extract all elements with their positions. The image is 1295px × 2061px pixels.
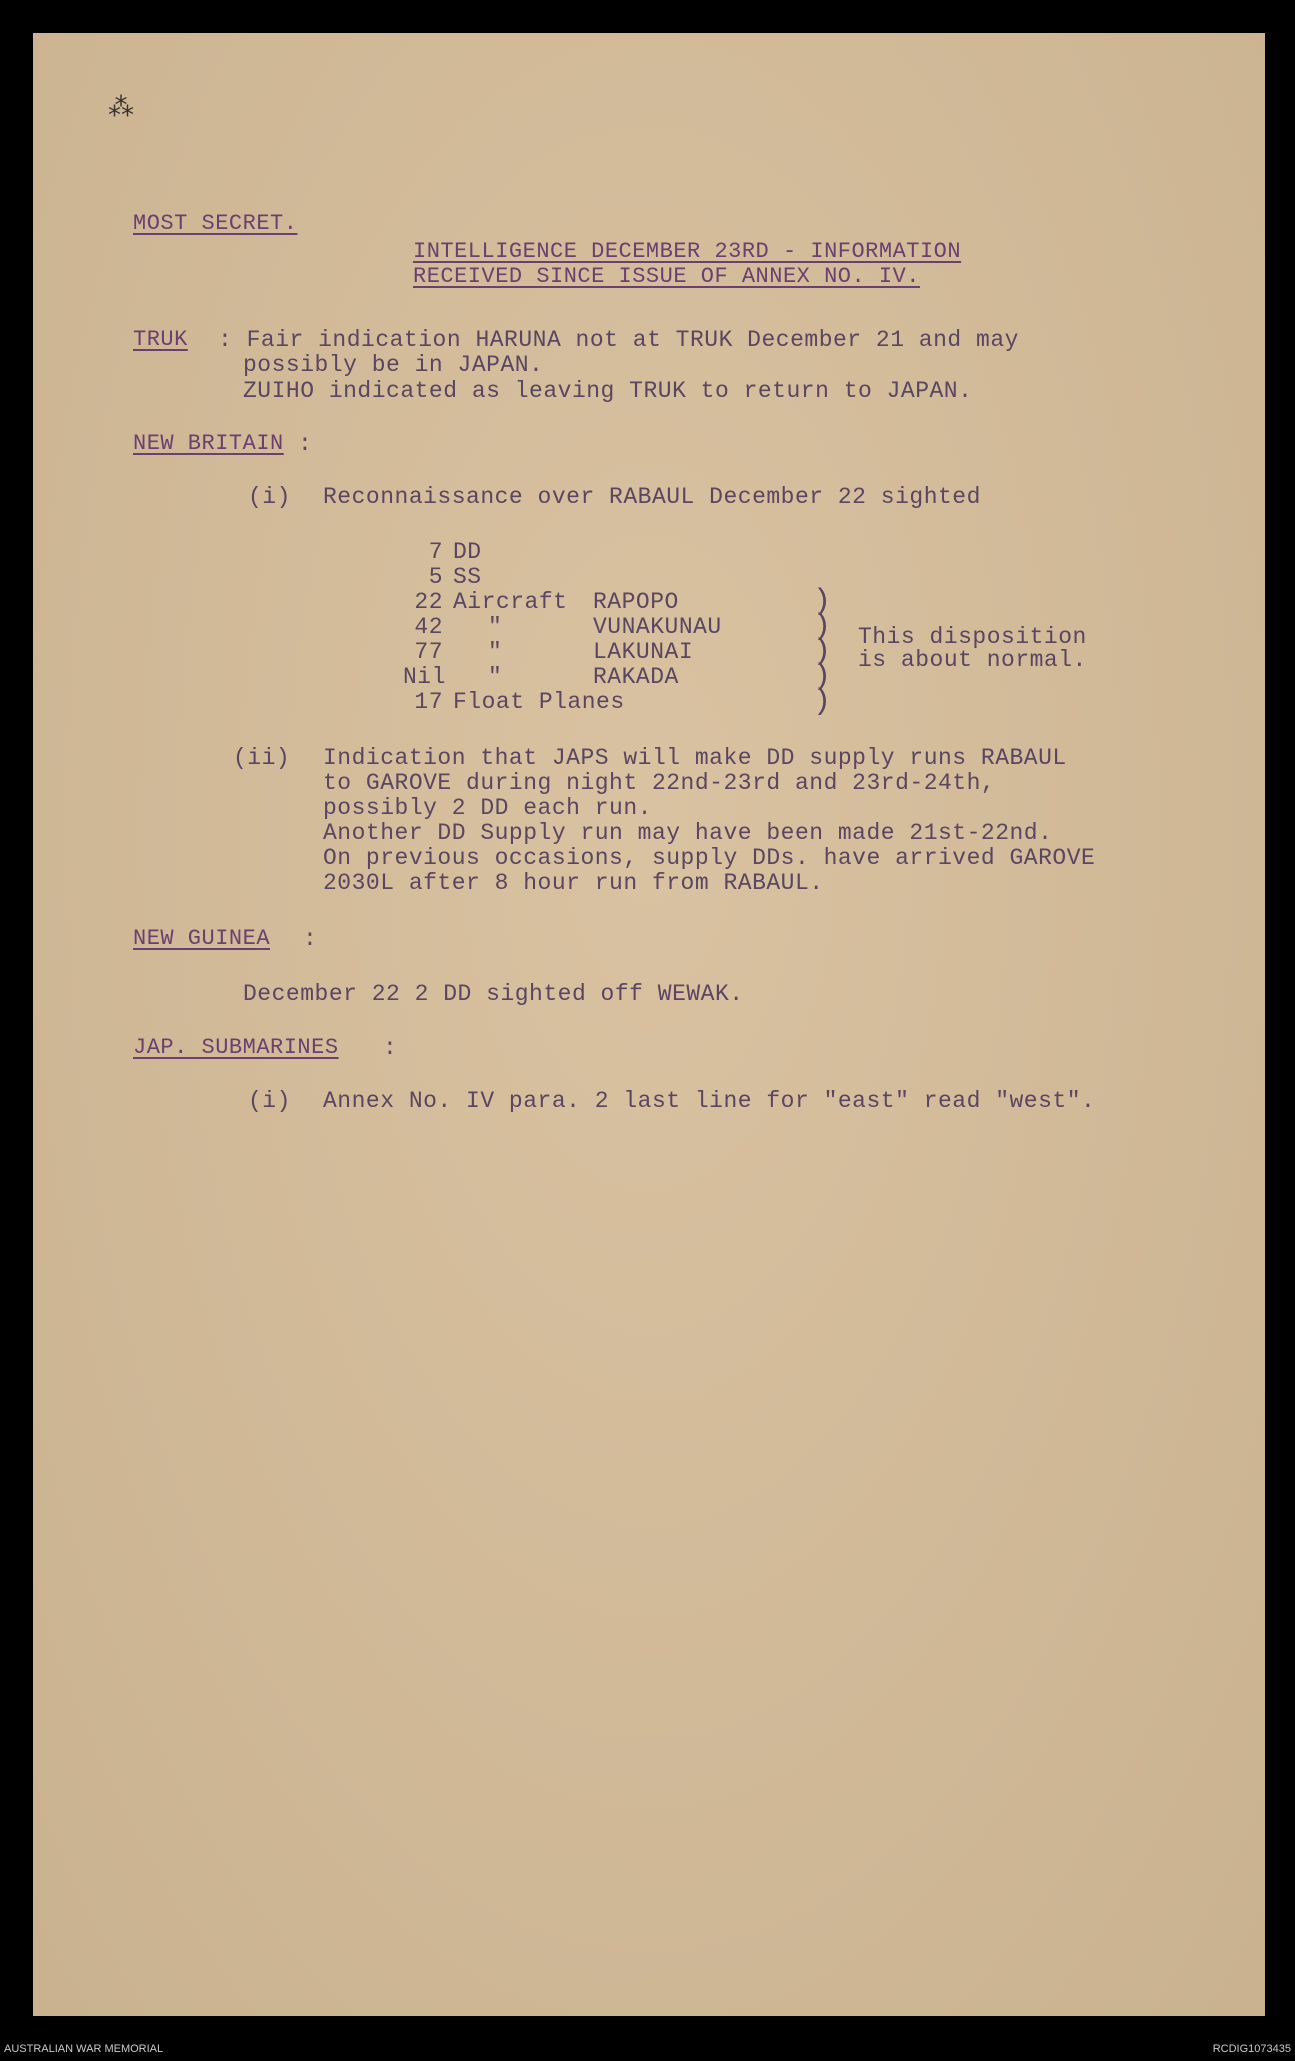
- brace-mark: ): [813, 685, 832, 719]
- list-count: 22: [414, 589, 443, 615]
- annex-correction: Annex No. IV para. 2 last line for "east" read "west".: [323, 1088, 1096, 1114]
- list-type: ": [488, 664, 503, 690]
- brace-mark: ): [813, 610, 832, 644]
- new-guinea-colon: :: [303, 926, 318, 952]
- jap-submarines-label: JAP. SUBMARINES: [133, 1035, 339, 1060]
- list-count: 7: [428, 539, 443, 565]
- title-line-1: INTELLIGENCE DECEMBER 23RD - INFORMATION: [413, 239, 962, 264]
- truk-line-2: possibly be in JAPAN.: [243, 352, 544, 378]
- list-count: 17: [414, 689, 443, 715]
- list-type: SS: [453, 564, 482, 590]
- list-count: 77: [414, 639, 443, 665]
- list-place: RAPOPO: [593, 589, 679, 615]
- list-count: 5: [428, 564, 443, 590]
- list-place: VUNAKUNAU: [593, 614, 722, 640]
- list-count: Nil: [403, 664, 446, 690]
- indication-line: possibly 2 DD each run.: [323, 795, 652, 821]
- item-number: (ii): [233, 745, 291, 771]
- disposition-note: This disposition: [858, 624, 1087, 650]
- indication-line: Another DD Supply run may have been made 21st-22nd.: [323, 820, 1053, 846]
- reconnaissance-text: Reconnaissance over RABAUL December 22 sighted: [323, 484, 981, 510]
- handwritten-mark: ⁂: [108, 94, 134, 124]
- list-type: DD: [453, 539, 482, 565]
- list-count: 42: [414, 614, 443, 640]
- indication-line: On previous occasions, supply DDs. have arrived GAROVE: [323, 845, 1096, 871]
- disposition-note: is about normal.: [858, 647, 1087, 673]
- new-britain-colon: :: [298, 431, 313, 457]
- new-britain-label: NEW BRITAIN: [133, 431, 284, 456]
- indication-line: to GAROVE during night 22nd-23rd and 23rd-24th,: [323, 770, 996, 796]
- jap-submarines-colon: :: [383, 1035, 398, 1061]
- list-place: RAKADA: [593, 664, 679, 690]
- item-number: (i): [248, 484, 291, 510]
- truk-label: TRUK: [133, 327, 188, 352]
- new-guinea-label: NEW GUINEA: [133, 926, 271, 951]
- truk-line-1: : Fair indication HARUNA not at TRUK December 21 and may: [218, 327, 1019, 353]
- footer-right: RCDIG1073435: [1212, 2043, 1291, 2055]
- truk-line-3: ZUIHO indicated as leaving TRUK to return to JAPAN.: [243, 378, 973, 404]
- document-page: [33, 33, 1265, 2016]
- list-type: Float Planes: [453, 689, 625, 715]
- list-type: Aircraft: [453, 589, 568, 615]
- indication-line: Indication that JAPS will make DD supply runs RABAUL: [323, 745, 1067, 771]
- brace-mark: ): [813, 660, 832, 694]
- classification-label: MOST SECRET.: [133, 211, 298, 236]
- indication-line: 2030L after 8 hour run from RABAUL.: [323, 870, 824, 896]
- list-place: LAKUNAI: [593, 639, 694, 665]
- item-number: (i): [248, 1088, 291, 1114]
- footer-left: AUSTRALIAN WAR MEMORIAL: [4, 2043, 164, 2055]
- brace-mark: ): [813, 635, 832, 669]
- list-type: ": [488, 614, 503, 640]
- brace-mark: ): [813, 585, 832, 619]
- title-line-2: RECEIVED SINCE ISSUE OF ANNEX NO. IV.: [413, 264, 920, 289]
- new-guinea-text: December 22 2 DD sighted off WEWAK.: [243, 981, 744, 1007]
- list-type: ": [488, 639, 503, 665]
